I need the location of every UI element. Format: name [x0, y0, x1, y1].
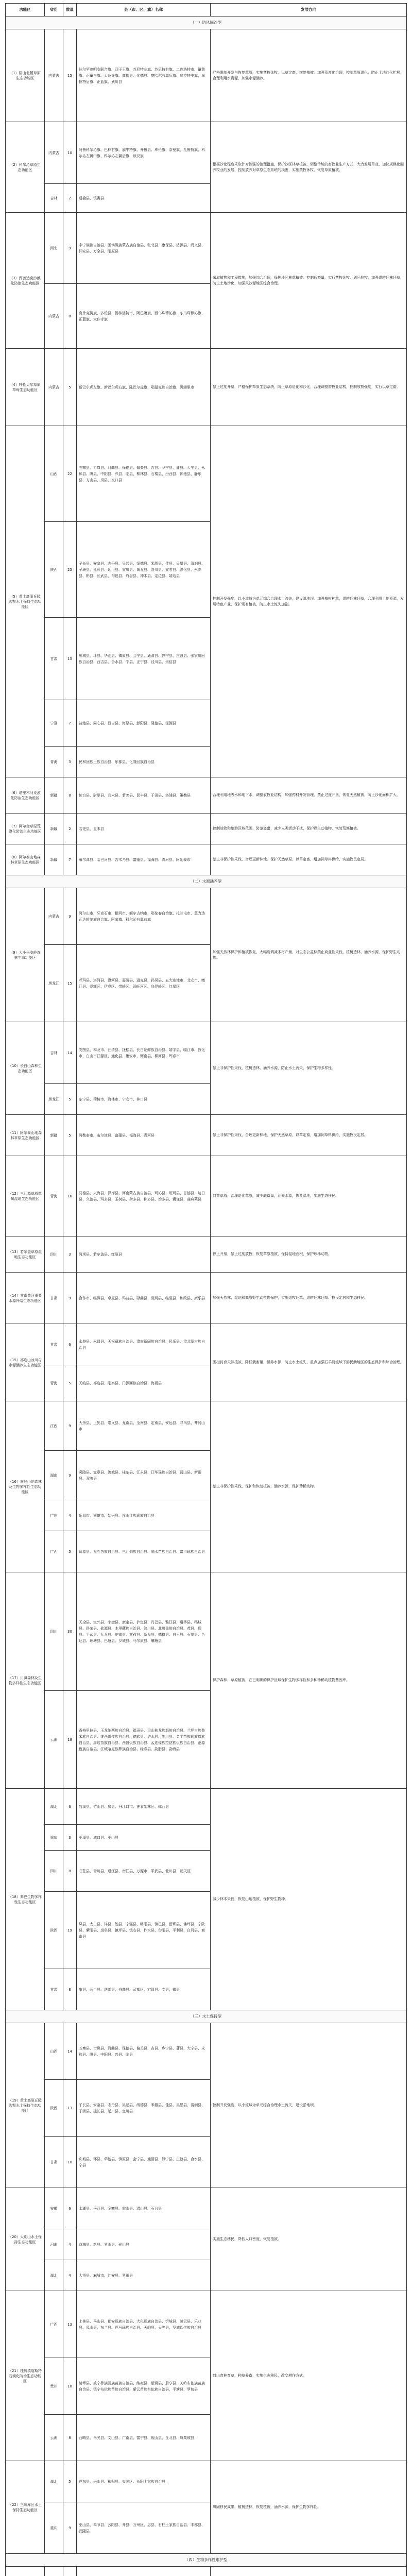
- province-cell: 四川: [45, 1851, 63, 1892]
- province-cell: 内蒙古: [45, 888, 63, 945]
- county-list-cell: 永登县、永昌县、天祝藏族自治县、肃南裕固族自治县、民乐县、肃北蒙古族自治县: [77, 1324, 211, 1365]
- count-cell: 8: [63, 777, 77, 814]
- zone-name: （11）阿尔泰山地森林草原生态功能区: [6, 1115, 45, 1156]
- count-cell: 19: [63, 1892, 77, 1969]
- section-title: （二）水源涵养型: [6, 875, 407, 888]
- county-list-cell: 五寨县、岢岚县、河曲县、保德县、偏关县、吉县、乡宁县、蒲县、大宁县、永和县、隰县、中阳县、兴县、临县: [77, 2023, 211, 2080]
- count-cell: 15: [63, 618, 77, 700]
- county-list-cell: 盐池县、同心县、西吉县、海原县、彭阳县、隆德县、泾源县: [77, 700, 211, 747]
- table-row: [6, 1273, 407, 1324]
- table-row: [6, 2291, 407, 2358]
- count-cell: 9: [63, 888, 77, 945]
- county-list-cell: 克什克腾旗、多伦县、锡林浩特市、阿巴嘎旗、西乌珠穆沁旗、东乌珠穆沁旗、正蓝旗、太仆寺旗: [77, 284, 211, 349]
- guidance-cell: 控制开发强度，以小流域为单元综合治理水土流失，建设淤地坝。加强植树种草，退耕还林还草，合理利用土地资源，发展特色产业，保护现有植被，防止水土流失加剧。: [211, 426, 407, 777]
- province-cell: 吉林: [45, 184, 63, 213]
- count-cell: 10: [63, 122, 77, 184]
- county-list-cell: 凤县、太白县、洋县、勉县、宁强县、略阳县、镇巴县、留坝县、佛坪县、宁陕县、紫阳县、岚皋县、镇坪县、镇安县、柞水县、旬阳县、平利县、白河县、商南县: [77, 1892, 211, 1969]
- table-row: [6, 1401, 407, 1451]
- zone-name: （1）阴山北麓草原生态功能区: [6, 29, 45, 122]
- county-list-cell: 阿尔山市、牙克石市、根河市、额尔古纳市、鄂伦春自治旗、扎兰屯市、莫力达瓦达斡尔族自治旗、阿荣旗、科尔沁右翼前旗: [77, 888, 211, 945]
- count-cell: 30: [63, 1572, 77, 1691]
- province-cell: [45, 2567, 63, 2576]
- county-list-cell: 轮台县、尉犁县、且末县、若羌县、民丰县、于田县、洛浦县、策勒县: [77, 777, 211, 814]
- county-list-cell: 康县、两当县、迭部县、舟曲县、武都区、宕昌县、文县、徽县: [77, 1969, 211, 2010]
- county-list-cell: 五寨县、岢岚县、河曲县、保德县、偏关县、吉县、乡宁县、蒲县、大宁县、永和县、隰县、中阳县、兴县、临县、柳林县、石楼县、汾西县、神池县、静乐县、方山县、岚县、交口县: [77, 426, 211, 522]
- zone-name: （2）科尔沁草原生态功能区: [6, 122, 45, 213]
- county-list-cell: 竹溪县、竹山县、房县、丹江口市、神农架林区、郧西县: [77, 1789, 211, 1825]
- table-row: [6, 2567, 407, 2576]
- county-list-cell: 巴东县、兴山县、秭归县、夷陵区、长阳土家族自治县: [77, 2461, 211, 2502]
- guidance-cell: 根据沙化程度采取针对性强的治理措施，保护沙区林草植被，调整传统的畜牧业生产方式，大力发展草业，加快规模化圈养牧业的发展，控制放养对草原生态系统的损害，实施禁牧休牧，恢复草原植被。: [211, 122, 407, 213]
- guidance-cell: 合理利用地表水和地下水，调整农牧业结构，加强药材开发管理，禁止过度开垦，恢复天然植被，防止沙化面积扩大。: [211, 777, 407, 814]
- zone-name: （22）三峡库区水土保持生态功能区: [6, 2461, 45, 2554]
- guidance-cell: 禁止非保护性采伐，保护和恢复植被，涵养水源，保护珍稀动物。: [211, 1401, 407, 1572]
- table-row: [6, 1236, 407, 1273]
- count-cell: 3: [63, 747, 77, 777]
- count-cell: 8: [63, 1851, 77, 1892]
- county-list-cell: 呼玛县、塔河县、漠河县、嘉荫县、逊克县、孙吴县、五大连池市、北安市、嫩江县、爱辉区、伊春区、带岭区、汤旺河区、乌伊岭区、红星区: [77, 945, 211, 1022]
- zone-name: （20）大别山水土保持生态功能区: [6, 2188, 45, 2291]
- zone-name: （12）三江源草原草甸湿地生态功能区: [6, 1156, 45, 1236]
- table-row: [6, 777, 407, 814]
- zone-name: （5）黄土高原丘陵沟壑水土保持生态功能区: [6, 426, 45, 777]
- guidance-cell: 实施生态移民，降低人口密度，恢复植被。: [211, 2188, 407, 2291]
- section-row: [6, 16, 407, 29]
- zone-name: （21）桂黔滇喀斯特石漠化防治生态功能区: [6, 2291, 45, 2461]
- zone-name: （18）秦巴生物多样性生态功能区: [6, 1789, 45, 2010]
- province-cell: 甘肃: [45, 2137, 63, 2188]
- county-list-cell: 赫章县、威宁彝族回族苗族自治县、纳雍县、望谟县、册亨县、关岭布依族苗族自治县、镇宁布依族苗族自治县、紫云苗族布依族自治县、平塘县、罗甸县: [77, 2358, 211, 2415]
- county-list-cell: 阿勒泰市、布尔津县、富蕴县、福海县、青河县: [77, 1115, 211, 1156]
- table-row: [6, 2023, 407, 2080]
- province-cell: 新疆: [45, 814, 63, 844]
- county-list-cell: 巫溪县、城口县、巫山县: [77, 1825, 211, 1851]
- count-cell: 8: [63, 284, 77, 349]
- guidance-cell: 封育草原，治理退化草原，减少载畜量，涵养水源，恢复湿地，实施生态移民。: [211, 1156, 407, 1236]
- table-row: [6, 2188, 407, 2229]
- count-cell: 5: [63, 1365, 77, 1401]
- province-cell: 甘肃: [45, 618, 63, 700]
- county-list-cell: 庆城县、环县、华池县、镇原县、会宁县、通渭县、静宁县、庄浪县、合水县、宁县: [77, 2137, 211, 2188]
- county-list-cell: 旺苍县、青川县、通江县、南江县、万源市、平武县、北川县、朝天区: [77, 1851, 211, 1892]
- county-list-cell: 资源县、龙胜各族自治县、三江侗族自治县、融水苗族自治县、富川瑶族自治县: [77, 1531, 211, 1572]
- header-guide: 发展方向: [211, 4, 407, 16]
- count-cell: 7: [63, 700, 77, 747]
- count-cell: 22: [63, 426, 77, 522]
- county-list-cell: [77, 2567, 211, 2576]
- county-list-cell: 太湖县、岳西县、金寨县、霍山县、潜山县、石台县: [77, 2188, 211, 2229]
- province-cell: 新疆: [45, 844, 63, 875]
- count-cell: 6: [63, 2188, 77, 2229]
- zone-name: （14）甘南黄河重要水源补给生态功能区: [6, 1273, 45, 1324]
- guidance-cell: 禁止过度开垦，严格保护草原生态系统，防止草原退化和沙化，合理调整畜牧业结构，控制放牧强度，实行以草定畜。: [211, 349, 407, 426]
- count-cell: 9: [63, 213, 77, 284]
- guidance-cell: 保护森林、草原植被，在已明确的保护区域保护生物多样性和多种珍稀动植物基因库。: [211, 1572, 407, 1789]
- province-cell: 湖北: [45, 2461, 63, 2502]
- province-cell: 重庆: [45, 2502, 63, 2554]
- count-cell: 9: [63, 1273, 77, 1324]
- county-list-cell: 通榆县、镇赉县: [77, 184, 211, 213]
- province-cell: 青海: [45, 1156, 63, 1236]
- province-cell: 河北: [45, 213, 63, 284]
- county-list-cell: 西畴县、马关县、文山县、广南县、富宁县、砚山县、丘北县、麻栗坡县: [77, 2415, 211, 2461]
- county-list-cell: 阿坝县、若尔盖县、红原县: [77, 1236, 211, 1273]
- count-cell: 13: [63, 2291, 77, 2358]
- count-cell: 15: [63, 945, 77, 1022]
- province-cell: 甘肃: [45, 1273, 63, 1324]
- count-cell: 15: [63, 29, 77, 122]
- county-list-cell: 合作市、临潭县、卓尼县、玛曲县、碌曲县、夏河县、临夏县、和政县、康乐县: [77, 1273, 211, 1324]
- table-row: [6, 29, 407, 122]
- count-cell: 7: [63, 844, 77, 875]
- count-cell: 13: [63, 2080, 77, 2137]
- zone-name: （19）黄土高原丘陵沟壑水土保持生态功能区: [6, 2023, 45, 2188]
- guidance-cell: 采取植物和工程措施，加强综合治理，保护沙区林草植被。控制载畜量，实行禁牧休牧、划区轮牧，加强退耕还林还草，防止土地沙化，加强风沙源地区综合治理。: [211, 213, 407, 349]
- count-cell: [63, 2567, 77, 2576]
- zone-name: （7）阿尔金草原荒漠化防治生态功能区: [6, 814, 45, 844]
- county-list-cell: 东宁县、穆棱市、海林市、宁安市、林口县: [77, 1084, 211, 1115]
- count-cell: 4: [63, 1500, 77, 1531]
- header-count: 数量: [63, 4, 77, 16]
- county-list-cell: 民和回族土族自治县、乐都县、化隆回族自治县: [77, 747, 211, 777]
- count-cell: 9: [63, 1401, 77, 1451]
- county-list-cell: 同德县、兴海县、泽库县、河南蒙古族自治县、玛沁县、班玛县、甘德县、达日县、久治县、玛多县、玉树县、杂多县、称多县、治多县、囊谦县、曲麻莱县: [77, 1156, 211, 1236]
- table-row: [6, 888, 407, 945]
- guidance-cell: 控制开发强度，以小流域为单元综合治理水土流失，建设淤地坝。: [211, 2023, 407, 2188]
- province-cell: 湖北: [45, 1789, 63, 1825]
- count-cell: 6: [63, 1789, 77, 1825]
- guidance-cell: 围栏封育天然植被，降低载畜量，涵养水源，防止水土流失，重点加强石羊河流域下游民勤地区的生态保护和综合治理。: [211, 1324, 407, 1401]
- province-cell: 云南: [45, 1691, 63, 1789]
- guidance-cell: 停止开垦，禁止过度放牧，恢复草原植被，保持湿地面积，保护珍稀动物。: [211, 1236, 407, 1273]
- count-cell: 5: [63, 1531, 77, 1572]
- table-row: [6, 1156, 407, 1236]
- count-cell: 14: [63, 2023, 77, 2080]
- guidance-cell: 禁止非保护性采伐，植树造林，涵养水源，防止水土流失，保护生物多样性。: [211, 1022, 407, 1115]
- section-row: [6, 2010, 407, 2023]
- zone-name: （8）阿尔泰山地森林草原生态功能区: [6, 844, 45, 875]
- county-list-cell: 子长县、安塞县、志丹县、吴起县、绥德县、米脂县、佳县、吴堡县、清涧县、子洲县、延长县、延川县、宜川县、黄龙县、洛川县、宜君县、淳化县、永寿县、彬县、长武县、旬邑县、府谷县、神木县、定边县、靖边县: [77, 522, 211, 618]
- province-cell: 青海: [45, 747, 63, 777]
- province-cell: 四川: [45, 1572, 63, 1691]
- county-list-cell: 阿鲁科尔沁旗、巴林右旗、翁牛特旗、开鲁县、库伦旗、奈曼旗、扎鲁特旗、科尔沁左翼中旗、科尔沁左翼后旗、敖汉旗: [77, 122, 211, 184]
- count-cell: 5: [63, 1084, 77, 1115]
- table-row: [6, 1115, 407, 1156]
- county-list-cell: 布尔津县、哈巴河县、吉木乃县、富蕴县、福海县、青河县、阿勒泰市: [77, 844, 211, 875]
- count-cell: 10: [63, 2358, 77, 2415]
- province-cell: 山西: [45, 2023, 63, 2080]
- province-cell: 广西: [45, 1531, 63, 1572]
- count-cell: 16: [63, 1156, 77, 1236]
- table-row: [6, 1572, 407, 1691]
- table-row: [6, 844, 407, 875]
- province-cell: 黑龙江: [45, 945, 63, 1022]
- table-row: [6, 814, 407, 844]
- count-cell: 14: [63, 1022, 77, 1084]
- count-cell: 9: [63, 1451, 77, 1500]
- count-cell: 2: [63, 814, 77, 844]
- province-cell: 甘肃: [45, 1324, 63, 1365]
- county-list-cell: 香格里拉县、玉龙纳西族自治县、福贡县、贡山独龙族怒族自治县、兰坪白族普米族自治县、维西傈僳族自治县、德钦县、泸水县、剑川县、金平苗族瑶族傣族自治县、屏边苗族自治县、西盟佤族自治县、孟连傣族拉祜族佤族自治县、沧源佤族自治县、江城哈尼族彝族自治县、绿春县、勐腊县、勐海县: [77, 1691, 211, 1789]
- header-area: 功能区: [6, 4, 45, 16]
- province-cell: 陕西: [45, 1892, 63, 1969]
- county-list-cell: 安图县、和龙市、汪清县、抚松县、长白朝鲜族自治县、靖宇县、临江市、敦化市、白山市江源区、通化县、集安市、辉南县、柳河县、珲春市: [77, 1022, 211, 1084]
- table-row: [6, 1324, 407, 1365]
- province-cell: 山西: [45, 426, 63, 522]
- county-list-cell: 大余县、上犹县、崇义县、龙南县、全南县、定南县、安远县、寻乌县、井冈山市: [77, 1401, 211, 1451]
- table-row: [6, 213, 407, 284]
- county-list-cell: 丰宁满族自治县、围场满族蒙古族自治县、张北县、康保县、沽源县、尚义县、怀安县、万全县、阳原县: [77, 213, 211, 284]
- province-cell: 内蒙古: [45, 29, 63, 122]
- count-cell: 4: [63, 2229, 77, 2260]
- province-cell: 黑龙江: [45, 1084, 63, 1115]
- province-cell: 内蒙古: [45, 284, 63, 349]
- county-list-cell: 天峻县、祁连县、刚察县、门源回族自治县、海晏县: [77, 1365, 211, 1401]
- table-row: [6, 2461, 407, 2502]
- province-cell: 吉林: [45, 1022, 63, 1084]
- guidance-cell: 加强天然林、湿地和高原野生动植物保护，实施退牧还草、退耕还林还草、牧民定居和生态移民。: [211, 1273, 407, 1324]
- zone-name: （16）南岭山地森林及生物多样性生态功能区: [6, 1401, 45, 1572]
- zone-name: [6, 2567, 45, 2576]
- county-list-cell: 子长县、安塞县、志丹县、吴起县、绥德县、米脂县、佳县、吴堡县、清涧县、子洲县、延长县、延川县、宜川县: [77, 2080, 211, 2137]
- count-cell: 25: [63, 522, 77, 618]
- county-list-cell: 庆城县、环县、华池县、镇原县、会宁县、通渭县、静宁县、庄浪县、张家川回族自治县、西吉县、合水县、宁县、正宁县、泾川县、崇信县: [77, 618, 211, 700]
- zones-table-body: [6, 16, 407, 2576]
- county-list-cell: 若羌县、且末县: [77, 814, 211, 844]
- province-cell: 四川: [45, 1236, 63, 1273]
- guidance-cell: 封山育林育草，种草养畜，实施生态移民，改变耕作方式。: [211, 2291, 407, 2461]
- count-cell: 5: [63, 349, 77, 426]
- guidance-cell: 减少林木采伐，恢复山地植被，保护野生物种。: [211, 1789, 407, 2010]
- province-cell: 宁夏: [45, 700, 63, 747]
- county-list-cell: 天全县、宝兴县、小金县、康定县、泸定县、丹巴县、雅江县、道孚县、稻城县、得荣县、盐源县、木里藏族自治县、汶川县、北川羌族自治县、茂县、理县、平武县、九龙县、炉霍县、甘孜县、新龙县、德格县、白玉县、石渠县、色达县、理塘县、巴塘县、乡城县、马尔康县、壤塘县: [77, 1572, 211, 1691]
- county-list-cell: 达尔罕茂明安联合旗、四子王旗、苏尼特左旗、苏尼特右旗、二连浩特市、镶黄旗、正镶白旗、太仆寺旗、商都县、化德县、察哈尔右翼后旗、乌拉特中旗、乌拉特后旗、正蓝旗、武川县: [77, 29, 211, 122]
- count-cell: 10: [63, 2137, 77, 2188]
- zone-name: （4）呼伦贝尔草原草甸生态功能区: [6, 349, 45, 426]
- header-list: 县（市、区、旗）名称: [77, 4, 211, 16]
- county-list-cell: 炎陵县、宜章县、汝城县、桂东县、江永县、江华瑶族自治县、蓝山县、新田县、双牌县: [77, 1451, 211, 1500]
- zone-name: （6）塔里木河荒漠化防治生态功能区: [6, 777, 45, 814]
- province-cell: 江西: [45, 1401, 63, 1451]
- count-cell: 9: [63, 2502, 77, 2554]
- county-list-cell: 乐昌市、南雄市、始兴县、连山壮族瑶族自治县: [77, 1500, 211, 1531]
- table-row: [6, 1022, 407, 1084]
- county-list-cell: 巫山县、奉节县、云阳县、开县、万州区、忠县、石柱土家族自治县、丰都县、武隆县: [77, 2502, 211, 2554]
- zones-table-sheet: [5, 3, 406, 2576]
- province-cell: 湖南: [45, 1451, 63, 1500]
- zone-name: （17）川滇森林及生物多样性生态功能区: [6, 1572, 45, 1789]
- province-cell: 湖北: [45, 2260, 63, 2291]
- section-title: （一）防风固沙型: [6, 16, 407, 29]
- county-list-cell: 上林县、马山县、都安瑶族自治县、大化瑶族自治县、忻城县、凌云县、乐业县、凤山县、东兰县、巴马瑶族自治县、天峨县、天等县、罗城仫佬族自治县: [77, 2291, 211, 2358]
- section-title: （三）水土保持型: [6, 2010, 407, 2023]
- header-row: [6, 4, 407, 16]
- guidance-cell: 禁止非保护性采伐，合理更新林地，保护天然草原，以草定畜，增加饲草料供给，实施牧民定居。: [211, 1115, 407, 1156]
- count-cell: 4: [63, 2260, 77, 2291]
- province-cell: 重庆: [45, 1825, 63, 1851]
- count-cell: 5: [63, 1115, 77, 1156]
- count-cell: 2: [63, 184, 77, 213]
- table-row: [6, 349, 407, 426]
- zone-name: （13）若尔盖草原湿地生态功能区: [6, 1236, 45, 1273]
- table-row: [6, 122, 407, 184]
- header-province: 省份: [45, 4, 63, 16]
- province-cell: 广西: [45, 2291, 63, 2358]
- table-row: [6, 426, 407, 522]
- section-row: [6, 875, 407, 888]
- province-cell: 新疆: [45, 1115, 63, 1156]
- province-cell: 安徽: [45, 2188, 63, 2229]
- count-cell: 8: [63, 2415, 77, 2461]
- count-cell: 3: [63, 1236, 77, 1273]
- guidance-cell: 禁止非保护性采伐，合理更新林地。保护天然草原，以草定畜，增加饲草料供给，实施牧民定居。: [211, 844, 407, 875]
- section-title: （四）生物多样性维护型: [6, 2554, 407, 2567]
- guidance-cell: 严格限制开发与恢复草原，实施禁牧休牧，以草定畜，恢复植被。加强荒漠化治理，控制草原退化，防止土地沙化扩展，合理利用水资源，加强水源涵养。: [211, 29, 407, 122]
- county-list-cell: 商城县、新县、罗山县、光山县: [77, 2229, 211, 2260]
- zone-name: （10）长白山森林生态功能区: [6, 1022, 45, 1115]
- section-row: [6, 2554, 407, 2567]
- province-cell: 青海: [45, 1365, 63, 1401]
- county-list-cell: 新巴尔虎左旗、新巴尔虎右旗、陈巴尔虎旗、鄂温克族自治旗、满洲里市: [77, 349, 211, 426]
- province-cell: 贵州: [45, 2358, 63, 2415]
- table-row: [6, 1789, 407, 1825]
- guidance-cell: 控制放牧和旅游区域范围，防范盗猎，减少人类活动干扰，保护野生动植物，恢复荒漠植被。: [211, 814, 407, 844]
- count-cell: 8: [63, 1969, 77, 2010]
- count-cell: 18: [63, 1691, 77, 1789]
- count-cell: 3: [63, 1825, 77, 1851]
- zone-name: （3）浑善达克沙漠化防治生态功能区: [6, 213, 45, 349]
- guidance-cell: 巩固移民成果，植树造林，恢复植被，涵养水源，保护生物多样性。: [211, 2461, 407, 2554]
- province-cell: 云南: [45, 2415, 63, 2461]
- province-cell: 内蒙古: [45, 349, 63, 426]
- province-cell: 新疆: [45, 777, 63, 814]
- count-cell: 6: [63, 1324, 77, 1365]
- province-cell: 陕西: [45, 2080, 63, 2137]
- zones-table: [5, 3, 407, 2576]
- province-cell: 河南: [45, 2229, 63, 2260]
- province-cell: 甘肃: [45, 1969, 63, 2010]
- province-cell: 陕西: [45, 522, 63, 618]
- zone-name: （9）大小兴安岭森林生态功能区: [6, 888, 45, 1022]
- province-cell: 内蒙古: [45, 122, 63, 184]
- guidance-cell: 加强天然林保护和植被恢复，大幅度调减木材产量，对生态公益林禁止商业性采伐，植树造林，涵养水源，保护野生动物。: [211, 888, 407, 1022]
- county-list-cell: 大悟县、麻城市、红安县、罗田县: [77, 2260, 211, 2291]
- zone-name: （15）祁连山冰川与水源涵养生态功能区: [6, 1324, 45, 1401]
- province-cell: 广东: [45, 1500, 63, 1531]
- guidance-cell: [211, 2567, 407, 2576]
- count-cell: 5: [63, 2461, 77, 2502]
